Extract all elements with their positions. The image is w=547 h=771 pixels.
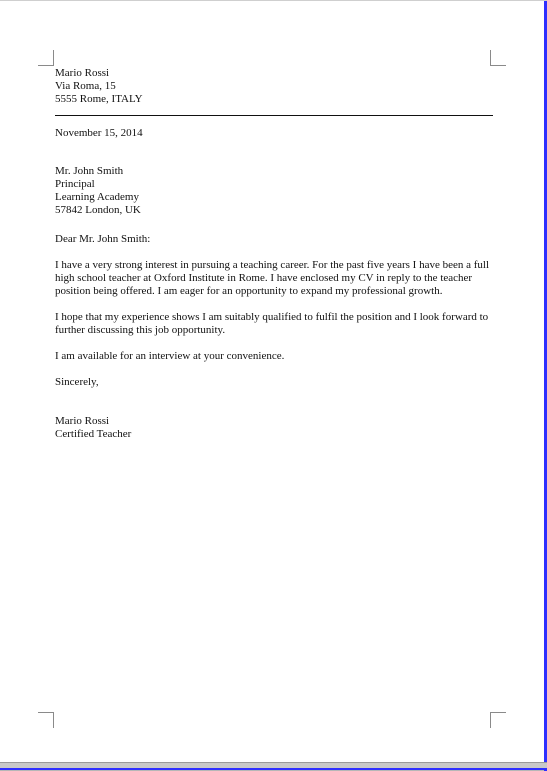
recipient-city: 57842 London, UK xyxy=(55,204,141,216)
body-paragraph-2: I hope that my experience shows I am suitably qualified to fulfil the position and I look forward to further discussing this job opportunity. xyxy=(55,311,489,336)
sender-street: Via Roma, 15 xyxy=(55,80,116,92)
closing: Sincerely, xyxy=(55,376,99,388)
signature-title: Certified Teacher xyxy=(55,428,132,440)
body-paragraph-3: I am available for an interview at your convenience. xyxy=(55,350,285,362)
crop-mark-bottom-left xyxy=(38,712,54,728)
crop-mark-top-right xyxy=(490,50,506,66)
recipient-address xyxy=(55,165,493,217)
sender-name: Mario Rossi xyxy=(55,67,110,79)
recipient-organization: Learning Academy xyxy=(55,191,139,203)
recipient-name: Mr. John Smith xyxy=(55,165,124,177)
letter-body[interactable] xyxy=(55,67,493,441)
recipient-title: Principal xyxy=(55,178,95,190)
header-divider xyxy=(55,115,493,116)
sender-city: 5555 Rome, ITALY xyxy=(55,93,143,105)
letter-date: November 15, 2014 xyxy=(55,127,143,139)
signature-block xyxy=(55,415,493,441)
crop-mark-top-left xyxy=(38,50,54,66)
salutation: Dear Mr. John Smith: xyxy=(55,233,151,245)
signature-name: Mario Rossi xyxy=(55,415,110,427)
sender-address xyxy=(55,67,493,106)
window-bottom-border xyxy=(0,762,547,770)
crop-mark-bottom-right xyxy=(490,712,506,728)
body-paragraph-1: I have a very strong interest in pursuing a teaching career. For the past five years I have been a full high school teacher at Oxford Institute in Rome. I have enclosed my CV in reply to the teacher position being offered. I am eager for an opportunity to expand my professional growth. xyxy=(55,259,490,297)
